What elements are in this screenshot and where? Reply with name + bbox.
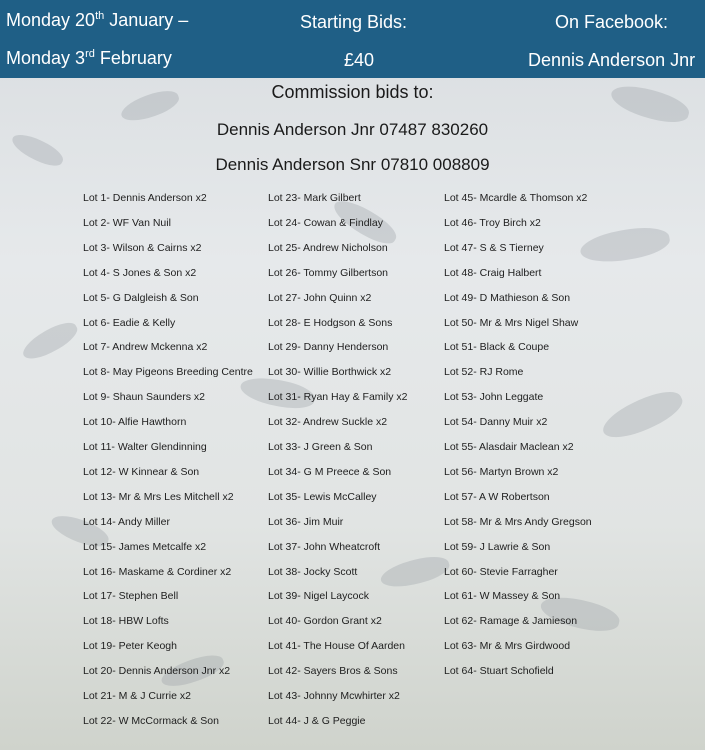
lot-entry: Lot 5- G Dalgleish & Son xyxy=(83,291,199,304)
lot-entry: Lot 4- S Jones & Son x2 xyxy=(83,266,197,279)
lot-entry: Lot 9- Shaun Saunders x2 xyxy=(83,391,206,404)
lot-entry: Lot 21- M & J Currie x2 xyxy=(83,690,191,702)
lot-entry: Lot 20- Dennis Anderson Jnr x2 xyxy=(83,665,231,678)
lot-entry: Lot 51- Black & Coupe xyxy=(444,341,550,354)
lot-entry: Lot 3- Wilson & Cairns x2 xyxy=(83,241,202,254)
lot-entry: Lot 22- W McCormack & Son xyxy=(83,714,219,727)
starting-bids-value: £40 xyxy=(344,50,375,70)
lot-entry: Lot 13- Mr & Mrs Les Mitchell x2 xyxy=(83,490,234,503)
lot-entry: Lot 37- John Wheatcroft xyxy=(268,540,381,553)
lot-entry: Lot 34- G M Preece & Son xyxy=(268,465,392,478)
lot-entry: Lot 41- The House Of Aarden xyxy=(268,640,405,653)
lot-entry: Lot 18- HBW Lofts xyxy=(83,615,169,628)
lot-entry: Lot 58- Mr & Mrs Andy Gregson xyxy=(444,515,592,528)
date-end: Monday 3rd February xyxy=(6,48,172,68)
lot-entry: Lot 55- Alasdair Maclean x2 xyxy=(444,441,574,453)
lot-entry: Lot 62- Ramage & Jamieson xyxy=(444,615,578,628)
lot-entry: Lot 25- Andrew Nicholson xyxy=(268,241,388,254)
lot-entry: Lot 63- Mr & Mrs Girdwood xyxy=(444,640,571,653)
lot-entry: Lot 61- W Massey & Son xyxy=(444,590,561,603)
lot-entry: Lot 16- Maskame & Cordiner x2 xyxy=(83,565,232,578)
lot-entry: Lot 46- Troy Birch x2 xyxy=(444,216,541,229)
lot-entry: Lot 35- Lewis McCalley xyxy=(268,490,377,503)
lot-entry: Lot 31- Ryan Hay & Family x2 xyxy=(268,391,408,404)
contact-dennis-jnr: Dennis Anderson Jnr 07487 830260 xyxy=(216,120,489,139)
lot-entry: Lot 47- S & S Tierney xyxy=(444,241,544,254)
lot-entry: Lot 6- Eadie & Kelly xyxy=(83,316,176,329)
facebook-value: Dennis Anderson Jnr xyxy=(528,50,696,70)
lot-entry: Lot 38- Jocky Scott xyxy=(268,565,358,578)
lot-entry: Lot 64- Stuart Schofield xyxy=(444,665,554,678)
lot-entry: Lot 43- Johnny Mcwhirter x2 xyxy=(268,690,400,702)
lot-entry: Lot 50- Mr & Mrs Nigel Shaw xyxy=(444,316,579,329)
lot-entry: Lot 23- Mark Gilbert xyxy=(268,192,361,204)
starting-bids-label: Starting Bids: xyxy=(300,12,408,32)
lot-entry: Lot 54- Danny Muir x2 xyxy=(444,416,548,429)
lot-entry: Lot 57- A W Robertson xyxy=(444,490,550,503)
header-banner xyxy=(0,0,705,78)
lot-entry: Lot 24- Cowan & Findlay xyxy=(268,216,383,229)
lot-entry: Lot 33- J Green & Son xyxy=(268,441,373,453)
lot-entry: Lot 60- Stevie Farragher xyxy=(444,565,558,578)
lot-entry: Lot 15- James Metcalfe x2 xyxy=(83,540,207,553)
lot-entry: Lot 28- E Hodgson & Sons xyxy=(268,316,393,329)
lot-entry: Lot 49- D Mathieson & Son xyxy=(444,291,571,304)
lot-entry: Lot 44- J & G Peggie xyxy=(268,714,366,727)
lot-entry: Lot 39- Nigel Laycock xyxy=(268,590,369,603)
lot-entry: Lot 2- WF Van Nuil xyxy=(83,216,171,229)
lot-entry: Lot 59- J Lawrie & Son xyxy=(444,540,551,553)
commission-heading: Commission bids to: xyxy=(271,82,434,102)
lot-entry: Lot 10- Alfie Hawthorn xyxy=(83,416,187,429)
lot-entry: Lot 52- RJ Rome xyxy=(444,366,524,379)
lot-entry: Lot 45- Mcardle & Thomson x2 xyxy=(444,192,588,204)
lot-entry: Lot 17- Stephen Bell xyxy=(83,590,179,603)
lot-entry: Lot 32- Andrew Suckle x2 xyxy=(268,416,388,429)
lot-entry: Lot 56- Martyn Brown x2 xyxy=(444,465,559,478)
lot-entry: Lot 40- Gordon Grant x2 xyxy=(268,615,382,628)
lot-entry: Lot 30- Willie Borthwick x2 xyxy=(268,366,392,379)
lot-entry: Lot 19- Peter Keogh xyxy=(83,640,177,653)
lot-entry: Lot 42- Sayers Bros & Sons xyxy=(268,665,398,678)
lot-entry: Lot 1- Dennis Anderson x2 xyxy=(83,192,207,204)
contact-dennis-snr: Dennis Anderson Snr 07810 008809 xyxy=(215,155,490,174)
lot-entry: Lot 26- Tommy Gilbertson xyxy=(268,266,389,279)
lot-entry: Lot 27- John Quinn x2 xyxy=(268,291,372,304)
lot-entry: Lot 12- W Kinnear & Son xyxy=(83,465,200,478)
lot-entry: Lot 36- Jim Muir xyxy=(268,515,344,528)
lot-entry: Lot 48- Craig Halbert xyxy=(444,266,542,279)
lot-entry: Lot 53- John Leggate xyxy=(444,391,544,404)
lot-entry: Lot 29- Danny Henderson xyxy=(268,341,389,354)
date-start: Monday 20th January – xyxy=(6,10,189,30)
facebook-label: On Facebook: xyxy=(555,12,669,32)
lot-entry: Lot 7- Andrew Mckenna x2 xyxy=(83,341,208,354)
lot-entry: Lot 11- Walter Glendinning xyxy=(83,441,207,453)
lot-entry: Lot 8- May Pigeons Breeding Centre xyxy=(83,366,253,379)
lot-entry: Lot 14- Andy Miller xyxy=(83,515,170,528)
